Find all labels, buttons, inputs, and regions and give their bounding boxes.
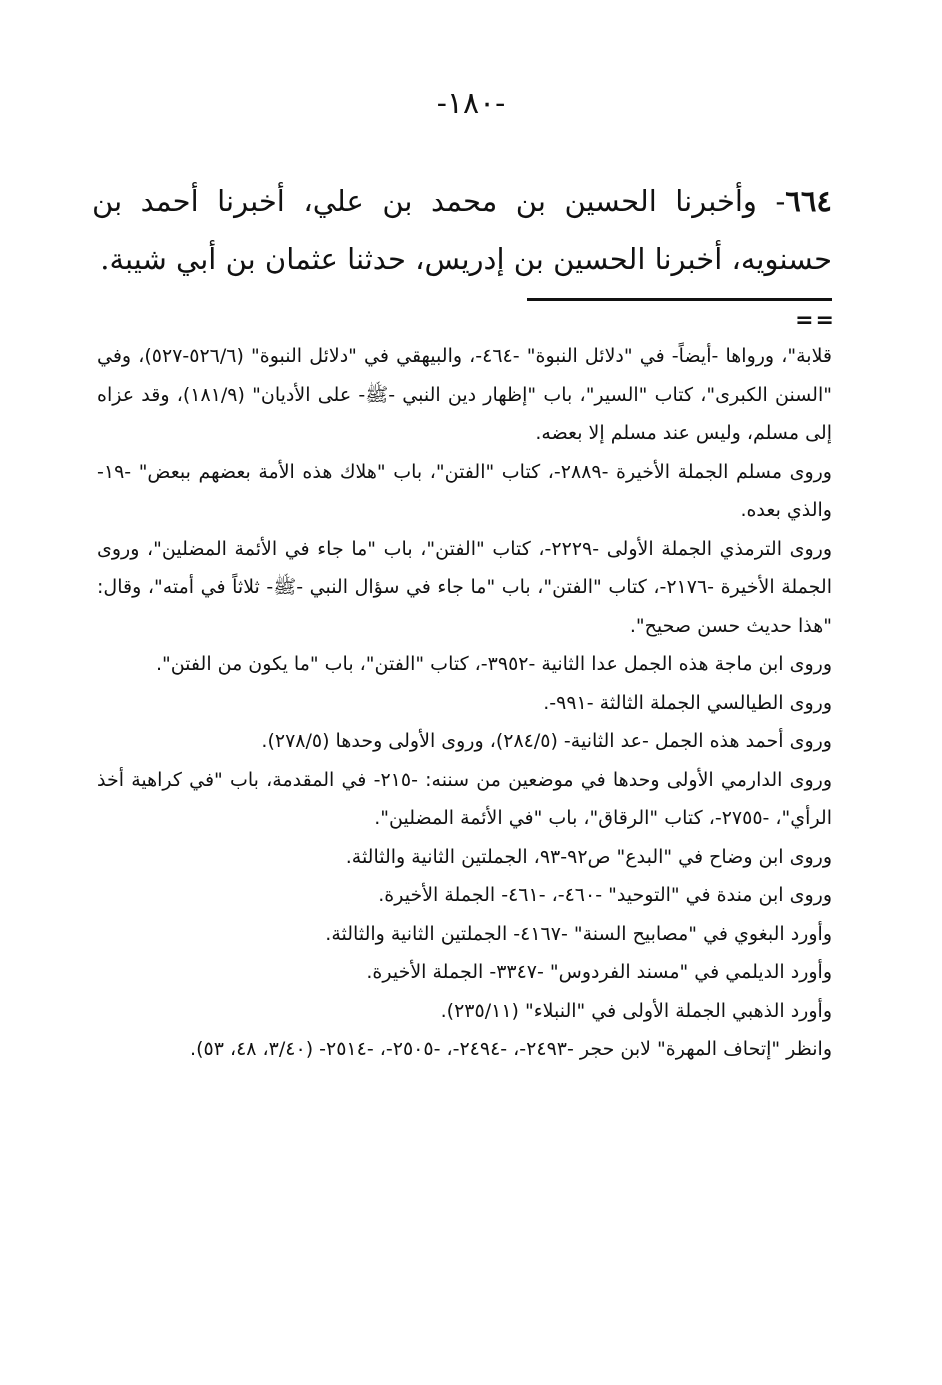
footnote-paragraph: قلابة"، ورواها -أيضاً- في "دلائل النبوة" -٤٦٤-، والبيهقي في "دلائل النبوة" (٥٢٦/٦-٥٢٧)، وفي "السنن الكبرى"، كتاب "السير"، باب "إظهار دين النبي -ﷺ- على الأديان" (١٨١/٩)، وقد عزاه إلى مسلم، وليس عند مسلم إلا بعضه. [97,345,832,444]
footnote-paragraph: وأورد الذهبي الجملة الأولى في "النبلاء" (٢٣٥/١١). [440,999,832,1022]
footnote-paragraph: وروى ابن ماجة هذه الجمل عدا الثانية -٣٩٥٢-، كتاب "الفتن"، باب "ما يكون من الفتن". [155,653,832,675]
footnote-paragraph: وروى الترمذي الجملة الأولى -٢٢٢٩-، كتاب "الفتن"، باب "ما جاء في الأئمة المضلين"، وروى الجملة الأخيرة -٢١٧٦-، كتاب "الفتن"، باب "ما جاء في سؤال النبي -ﷺ- ثلاثاً في أمته"، وقال: "هذا حديث حسن صحيح". [97,537,832,637]
footnote-paragraph: وأورد الديلمي في "مسند الفردوس" -٣٣٤٧- الجملة الأخيرة. [366,961,832,983]
footnote-paragraph: وروى الطيالسي الجملة الثالثة -٩٩١-. [543,691,832,714]
hadith-entry [92,172,832,288]
footnote-paragraph: وروى الدارمي الأولى وحدها في موضعين من سننه: -٢١٥- في المقدمة، باب "في كراهية أخذ الرأي"، -٢٧٥٥-، كتاب "الرقاق"، باب "في الأئمة المضلين". [97,768,832,829]
hadith-number: ٦٦٤ [785,184,832,218]
footnote-paragraph: وانظر "إتحاف المهرة" لابن حجر -٢٤٩٣-، -٢٤٩٤-، -٢٥٠٥-، -٢٥١٤- (٣/٤٠، ٤٨، ٥٣). [190,1038,832,1060]
continuation-mark: == [795,308,836,333]
footnote-paragraph: وأورد البغوي في "مصابيح السنة" -٤١٦٧- الجملتين الثانية والثالثة. [325,922,832,945]
footnote-paragraph: وروى مسلم الجملة الأخيرة -٢٨٨٩-، كتاب "الفتن"، باب "هلاك هذه الأمة بعضهم ببعض" -١٩- والذي بعده. [97,460,832,521]
footnote-paragraph: وروى أحمد هذه الجمل -عد الثانية- (٢٨٤/٥)، وروى الأولى وحدها (٢٧٨/٥). [261,730,832,752]
footnote-divider [527,298,832,301]
page-number: -١٨٠- [436,86,506,121]
footnote-paragraph: وروى ابن وضاح في "البدع" ص٩٢-٩٣، الجملتين الثانية والثالثة. [345,845,832,868]
hadith-text: - وأخبرنا الحسين بن محمد بن علي، أخبرنا أحمد بن حسنويه، أخبرنا الحسين بن إدريس، حدثنا عثمان بن أبي شيبة. [92,184,832,276]
footnotes [97,337,832,1069]
footnote-paragraph: وروى ابن مندة في "التوحيد" -٤٦٠-، -٤٦١- الجملة الأخيرة. [378,884,832,906]
